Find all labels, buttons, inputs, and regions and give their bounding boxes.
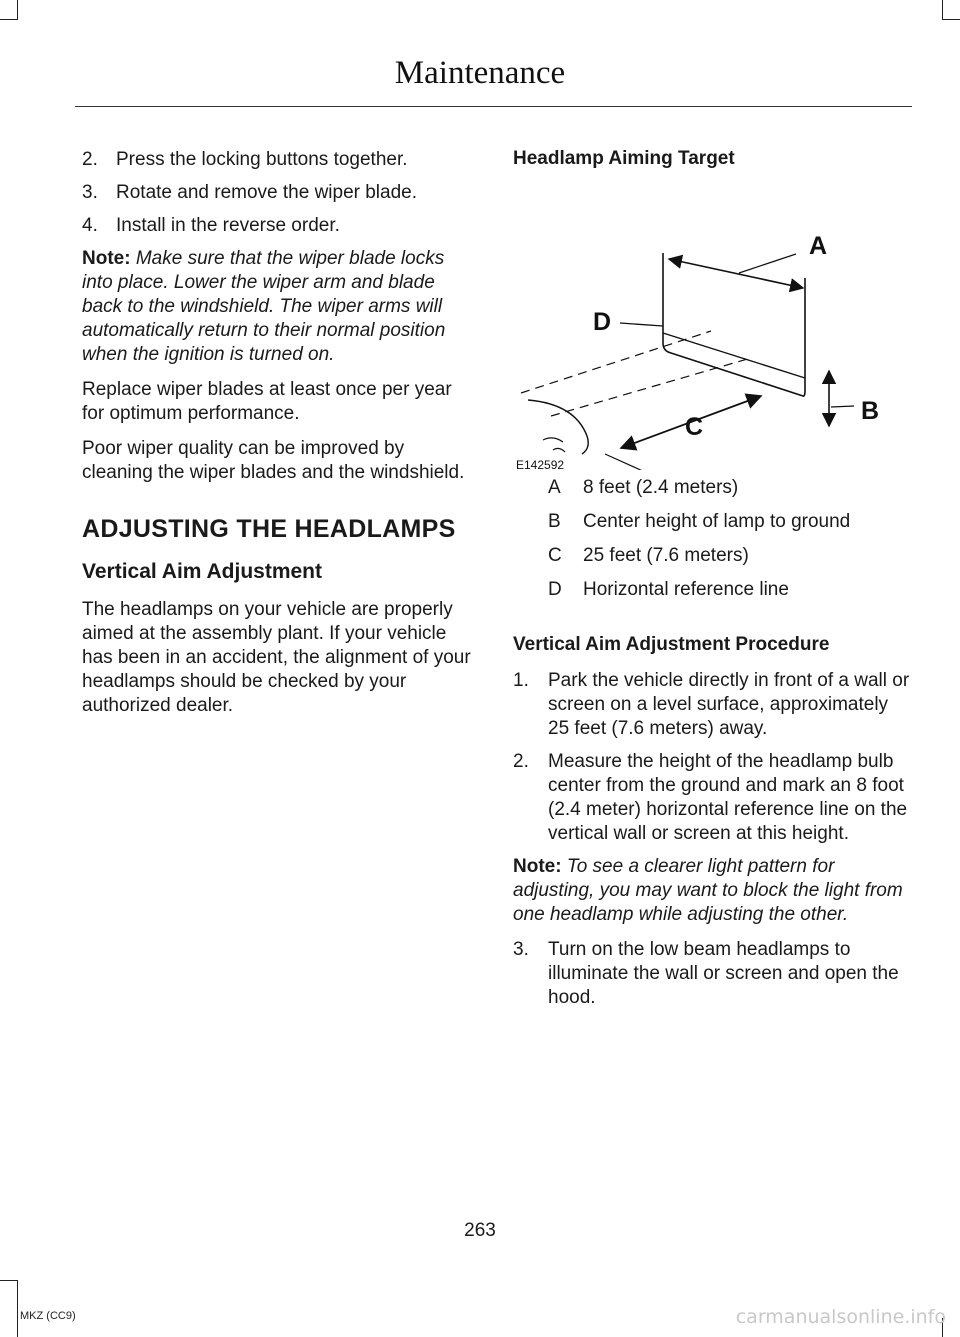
legend-key: B [548, 511, 561, 532]
step-number: 3. [513, 939, 529, 960]
label-a: A [809, 232, 828, 260]
note-label: Note: [513, 856, 562, 877]
step-text: Install in the reverse order. [116, 215, 340, 236]
a-leader-line [739, 254, 796, 273]
crop-mark [942, 19, 960, 20]
figure-legend [513, 476, 913, 612]
legend-key: C [548, 545, 562, 566]
subsection-title: Vertical Aim Adjustment [82, 560, 323, 583]
step-number: 2. [82, 149, 98, 170]
paragraph: Replace wiper blades at least once per year for optimum performance. [82, 379, 452, 424]
c-extension-line [605, 454, 645, 470]
figure-code: E142592 [516, 458, 565, 470]
legend-value: 8 feet (2.4 meters) [583, 477, 739, 498]
crop-mark [0, 1280, 18, 1281]
step-number: 2. [513, 751, 529, 772]
label-b: B [861, 397, 880, 425]
procedure-title: Vertical Aim Adjustment Procedure [513, 634, 830, 655]
list-item [513, 750, 913, 846]
right-column [513, 148, 913, 1019]
label-d: D [593, 308, 612, 336]
step-number: 1. [513, 670, 529, 691]
crop-mark [942, 0, 943, 20]
page-title: Maintenance [394, 55, 566, 91]
crop-mark [0, 19, 18, 20]
step-number: 3. [82, 182, 98, 203]
note-text: To see a clearer light pattern for adjusting, you may want to block the light from one headlamp while adjusting the other. [513, 856, 903, 925]
vehicle-detail [553, 448, 565, 452]
crop-mark [17, 0, 18, 20]
wiper-note [82, 247, 477, 367]
a-dimension-arrow [669, 259, 803, 288]
light-beam [551, 358, 751, 416]
crop-mark [17, 1280, 18, 1337]
legend-value: Center height of lamp to ground [583, 511, 851, 532]
b-leader-line [831, 406, 854, 407]
list-item [82, 148, 477, 172]
light-beam [521, 331, 711, 393]
d-leader-line [620, 323, 663, 326]
legend-row [513, 510, 913, 544]
step-text: Rotate and remove the wiper blade. [116, 182, 418, 203]
step-text: Measure the height of the headlamp bulb center from the ground and mark an 8 foot (2.4 meter) horizontal reference line on the vertical wall or screen at this height. [548, 751, 908, 844]
list-item [513, 938, 913, 1010]
legend-value: 25 feet (7.6 meters) [583, 545, 749, 566]
list-item [82, 181, 477, 205]
note-text: Make sure that the wiper blade locks into place. Lower the wiper arm and blade back to the windshield. The wiper arms will automatically return to their normal position when the ignition is turned on. [82, 248, 446, 365]
step-text: Park the vehicle directly in front of a wall or screen on a level surface, approximately 25 feet (7.6 meters) away. [548, 670, 910, 739]
model-code: MKZ (CC9) [20, 1310, 76, 1322]
vehicle-detail [543, 438, 563, 442]
left-column [82, 148, 477, 729]
vehicle-outline [528, 400, 588, 454]
page-number: 263 [464, 1220, 496, 1241]
headlamp-aiming-figure [513, 178, 913, 470]
step-text: Press the locking buttons together. [116, 149, 408, 170]
legend-value: Horizontal reference line [583, 579, 789, 600]
light-pattern-note [513, 855, 913, 927]
watermark: carmanualsonline.info [735, 1306, 946, 1328]
header-divider [75, 106, 912, 107]
wall-outline [663, 253, 805, 396]
legend-row [513, 544, 913, 578]
label-c: C [685, 413, 704, 441]
legend-key: D [548, 579, 562, 600]
figure-title: Headlamp Aiming Target [513, 148, 735, 169]
list-item [513, 669, 913, 741]
section-title: ADJUSTING THE HEADLAMPS [82, 515, 456, 543]
step-number: 4. [82, 215, 98, 236]
paragraph: The headlamps on your vehicle are properly aimed at the assembly plant. If your vehicle has been in an accident, the alignment of your headlamps should be checked by your authorized dealer. [82, 599, 471, 716]
headlamp-aiming-diagram [513, 178, 913, 470]
paragraph: Poor wiper quality can be improved by cleaning the wiper blades and the windshield. [82, 438, 465, 483]
note-label: Note: [82, 248, 131, 269]
legend-row [513, 578, 913, 612]
legend-key: A [548, 477, 561, 498]
list-item [82, 214, 477, 238]
legend-row [513, 476, 913, 510]
step-text: Turn on the low beam headlamps to illuminate the wall or screen and open the hood. [548, 939, 899, 1008]
